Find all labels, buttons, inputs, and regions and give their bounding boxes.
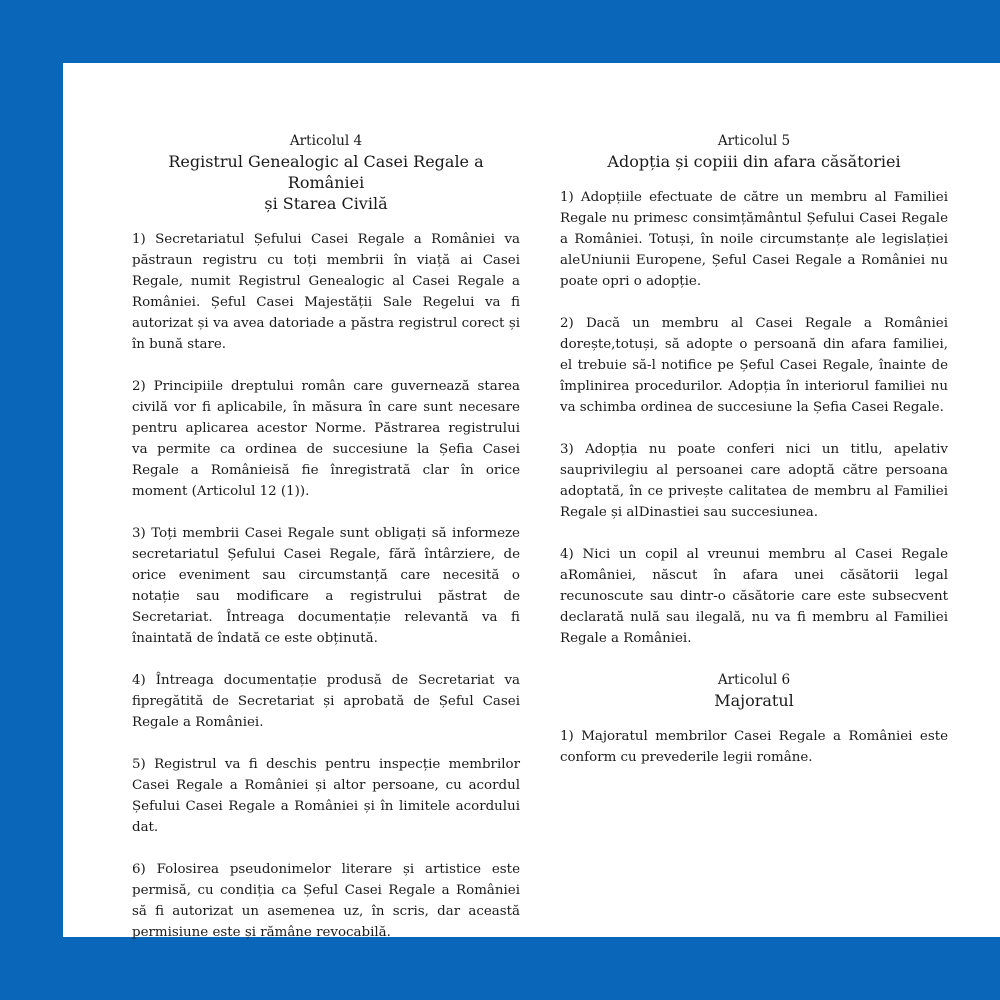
article-6-paragraph-1: 1) Majoratul membrilor Casei Regale a României este conform cu prevederile legii române. (560, 729, 948, 765)
left-column (132, 132, 520, 964)
article-4-paragraph-5: 5) Registrul va fi deschis pentru inspecție membrilor Casei Regale a României și altor persoane, cu acordul Șefului Casei Regale a României și în limitele acordului dat. (132, 757, 520, 835)
article-4-paragraph-1: 1) Secretariatul Șefului Casei Regale a României va păstraun registru cu toți membrii în viață ai Casei Regale, numit Registrul Genealogic al Casei Regale a României. Șeful Casei Majestății Sale Regelui va fi autorizat și va avea datoriade a păstra registrul corect și în bună stare. (132, 232, 520, 352)
article-5-paragraph-4: 4) Nici un copil al vreunui membru al Casei Regale aRomâniei, născut în afara unei căsătorii legal recunoscute sau dintr-o căsătorie care este subsecvent declarată nulă sau ilegală, nu va fi membru al Familiei Regale a României. (560, 547, 948, 646)
right-column (560, 132, 948, 789)
article-4-number: Articolul 4 (289, 133, 363, 149)
article-4-paragraph-4: 4) Întreaga documentație produsă de Secretariat va fipregătită de Secretariat și aprobată de Șeful Casei Regale a României. (132, 673, 520, 730)
article-4-paragraph-6: 6) Folosirea pseudonimelor literare și artistice este permisă, cu condiția ca Șeful Casei Regale a României să fi autorizat un asemenea uz, în scris, dar această permisiune este și rămâne revocabilă. (132, 862, 520, 940)
document-page (63, 63, 1000, 940)
article-5-paragraph-2: 2) Dacă un membru al Casei Regale a României dorește,totuși, să adopte o persoană din afara familiei, el trebuie să-l notifice pe Șeful Casei Regale, înainte de împlinirea procedurilor. Adopția în interiorul familiei nu va schimba ordinea de succesiune la Șefia Casei Regale. (560, 316, 948, 415)
article-4-title-line-2: și Starea Civilă (264, 194, 388, 213)
article-5-number: Articolul 5 (717, 133, 791, 149)
article-6-title: Majoratul (714, 691, 794, 710)
article-5-title: Adopția și copiii din afara căsătoriei (607, 152, 901, 171)
article-5-paragraph-1: 1) Adopțiile efectuate de către un membru al Familiei Regale nu primesc consimțământul Șefului Casei Regale a României. Totuși, în noile circumstanțe ale legislației aleUniunii Europene, Șeful Casei Regale a României nu poate opri o adopție. (560, 190, 948, 289)
article-5-heading (560, 132, 948, 172)
article-6-heading (560, 671, 948, 711)
article-4-paragraph-2: 2) Principiile dreptului român care guvernează starea civilă vor fi aplicabile, în măsura în care sunt necesare pentru aplicarea acestor Norme. Păstrarea registrului va permite ca ordinea de succesiune la Șefia Casei Regale a Românieisă fie înregistrată clar în orice moment (Articolul 12 (1)). (132, 379, 520, 499)
article-4-heading (132, 132, 520, 214)
article-5-paragraph-3: 3) Adopția nu poate conferi nici un titlu, apelativ sauprivilegiu al persoanei care adoptă către persoana adoptată, în ce privește calitatea de membru al Familiei Regale și alDinastiei sau succesiunea. (560, 442, 948, 520)
article-6-number: Articolul 6 (717, 672, 791, 688)
article-4-paragraph-3: 3) Toți membrii Casei Regale sunt obligați să informeze secretariatul Șefului Casei Regale, fără întârziere, de orice eveniment sau circumstanță care necesită o notație sau modificare a registrului păstrat de Secretariat. Întreaga documentație relevantă va fi înaintată de îndată ce este obținută. (132, 526, 520, 646)
article-4-title-line-1: Registrul Genealogic al Casei Regale a României (168, 152, 484, 192)
